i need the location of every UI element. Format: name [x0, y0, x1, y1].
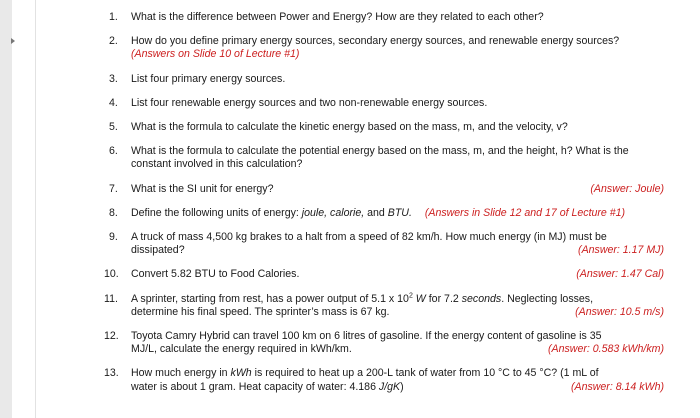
question-2	[104, 35, 664, 61]
answer-note: (Answer: 8.14 kWh)	[570, 380, 664, 393]
question-text: A truck of mass 4,500 kg brakes to a halt from a speed of 82 km/h. How much energy (in MJ) must be	[131, 231, 607, 244]
question-text: MJ/L, calculate the energy required in kWh/km.	[131, 343, 352, 356]
question-text: List four renewable energy sources and two non-renewable energy sources.	[131, 96, 488, 109]
question-5	[104, 121, 664, 134]
question-1	[104, 11, 664, 24]
question-text: List four primary energy sources.	[131, 72, 286, 85]
question-10	[104, 268, 664, 281]
question-emphasis: seconds	[461, 292, 502, 305]
question-number: 13.	[104, 367, 119, 380]
question-text: dissipated?	[131, 244, 185, 257]
question-6	[104, 145, 664, 171]
question-text: )	[400, 380, 404, 393]
question-number: 9.	[109, 231, 118, 244]
question-12	[104, 330, 664, 356]
page-edge	[35, 0, 36, 418]
question-text: A sprinter, starting from rest, has a power output of 5.1 x 10	[131, 292, 409, 305]
question-4	[104, 97, 664, 110]
question-9	[104, 231, 664, 257]
question-text: for 7.2	[425, 292, 462, 305]
question-text: What is the formula to calculate the kinetic energy based on the mass, m, and the velocity, v?	[131, 121, 568, 134]
question-text: Toyota Camry Hybrid can travel 100 km on 6 litres of gasoline. If the energy content of gasoline is 35	[131, 330, 602, 343]
question-number: 3.	[109, 72, 118, 85]
question-number: 11.	[104, 292, 118, 305]
question-number: 1.	[109, 11, 118, 23]
question-emphasis: J/gK	[378, 380, 401, 393]
question-text: How much energy in	[131, 367, 231, 380]
question-number: 5.	[109, 121, 118, 134]
question-emphasis: joule, calorie,	[301, 206, 365, 219]
answer-note: (Answer: Joule)	[590, 182, 664, 195]
question-text: What is the formula to calculate the potential energy based on the mass, m, and the height, h? What is the constant involved in this calculation?	[131, 145, 629, 171]
question-number: 8.	[109, 206, 118, 219]
question-emphasis: kWh	[230, 367, 252, 380]
question-13	[104, 367, 664, 393]
answer-note: (Answers in Slide 12 and 17 of Lecture #1)	[424, 206, 626, 219]
question-text: How do you define primary energy sources, secondary energy sources, and renewable energy sources?	[131, 35, 620, 48]
answer-note: (Answer: 0.583 kWh/km)	[548, 343, 664, 356]
question-8	[104, 207, 664, 220]
question-number: 2.	[109, 35, 118, 48]
answer-note: (Answer: 1.47 Cal)	[576, 268, 664, 281]
answer-note: (Answer: 10.5 m/s)	[575, 305, 664, 318]
answer-note: (Answer: 1.17 MJ)	[578, 244, 664, 257]
answer-note: (Answers on Slide 10 of Lecture #1)	[131, 48, 300, 61]
question-3	[104, 73, 664, 86]
left-gutter	[0, 0, 12, 418]
question-number: 12.	[104, 330, 119, 343]
question-text: Define the following units of energy:	[131, 206, 302, 219]
question-text: determine his final speed. The sprinter’s mass is 67 kg.	[131, 305, 390, 318]
question-text: What is the SI unit for energy?	[131, 182, 274, 195]
exponent: 2	[408, 292, 413, 300]
question-number: 10.	[104, 268, 119, 281]
question-emphasis: BTU.	[387, 206, 412, 219]
question-list	[104, 11, 664, 405]
question-emphasis: W	[412, 292, 426, 305]
question-text: Convert 5.82 BTU to Food Calories.	[131, 268, 300, 281]
question-11	[104, 293, 664, 319]
question-number: 4.	[109, 96, 118, 109]
question-text: What is the difference between Power and Energy? How are they related to each other?	[131, 11, 544, 23]
question-text: is required to heat up a 200-L tank of water from 10 °C to 45 °C? (1 mL of	[251, 367, 599, 380]
question-text: water is about 1 gram. Heat capacity of water: 4.186	[131, 380, 379, 393]
question-number: 6.	[109, 145, 118, 158]
expand-arrow-icon[interactable]	[11, 38, 15, 44]
question-text: and	[364, 206, 388, 219]
question-7	[104, 183, 664, 196]
question-number: 7.	[109, 182, 118, 195]
question-text: . Neglecting losses,	[501, 292, 594, 305]
